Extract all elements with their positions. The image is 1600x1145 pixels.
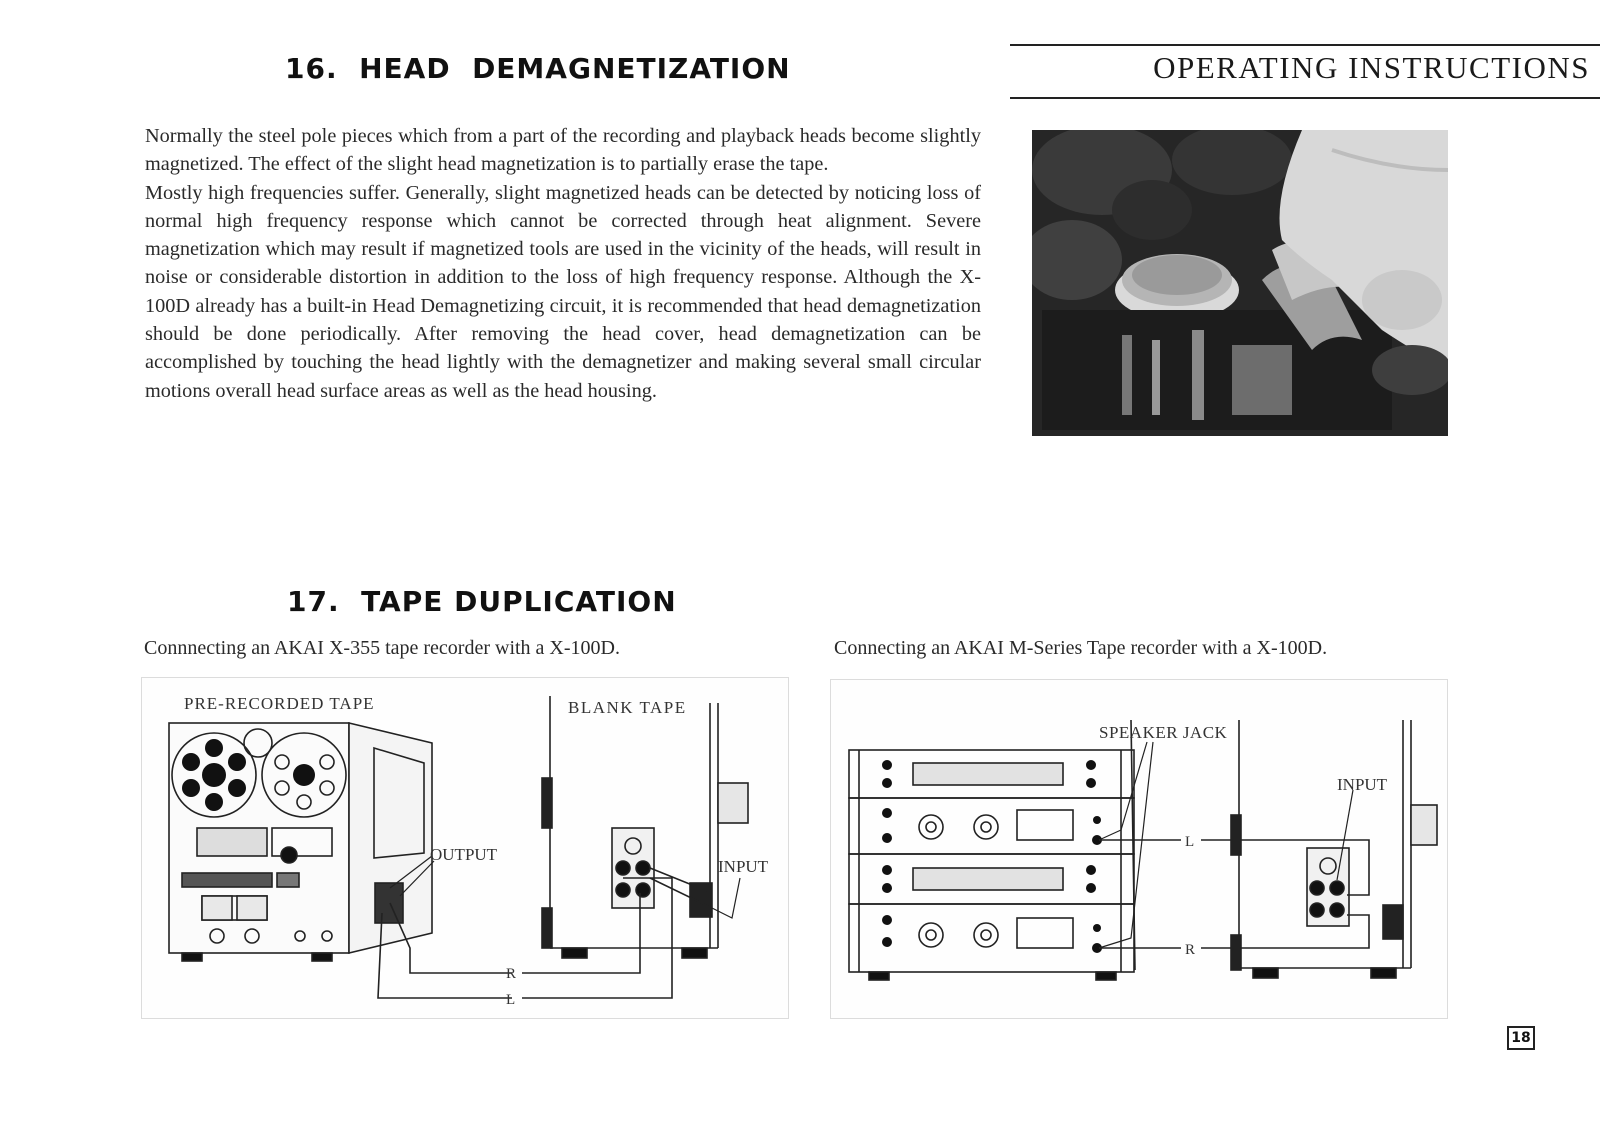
demagnetizer-photo [1032,130,1448,436]
diagram-x355-connection [141,677,789,1019]
section-17-title: 17. TAPE DUPLICATION [287,585,677,618]
diagram-m-series-connection [830,679,1448,1019]
label-l-left: L [506,992,516,1008]
label-pre-recorded-tape: PRE-RECORDED TAPE [184,694,375,713]
section-16-paragraph-2: Mostly high frequencies suffer. Generally, slight magnetized heads can be detected by noticing loss of normal high frequency response which cannot be corrected through heat alignment. Severe magnetization which may result if magnetized tools are used in the vicinity of the heads, will result in noise or considerable distortion in addition to the loss of high frequency response. Although the X-100D already has a built-in Head Demagnetizing circuit, it is recommended that head demagnetization should be done periodically. After removing the head cover, head demagnetization can be accomplished by touching the head lightly with the demagnetizer and making several small circular motions overall head surface areas as well as the head housing. [145,181,981,402]
page-number: 18 [1507,1026,1535,1050]
label-r-right: R [1185,942,1196,958]
section-16-body [145,122,981,405]
label-blank-tape: BLANK TAPE [568,698,687,717]
label-output: OUTPUT [430,845,498,864]
label-speaker-jack: SPEAKER JACK [1099,723,1228,742]
section-16-title: 16. HEAD DEMAGNETIZATION [285,52,791,85]
label-input-right: INPUT [1337,775,1388,794]
label-l-right: L [1185,834,1195,850]
caption-right: Connecting an AKAI M-Series Tape recorder with a X-100D. [834,637,1328,659]
header-rule-bottom [1010,97,1600,99]
label-r-left: R [506,966,517,982]
caption-left: Connnecting an AKAI X-355 tape recorder with a X-100D. [144,637,620,659]
label-input-left: INPUT [718,857,769,876]
section-16-paragraph-1: Normally the steel pole pieces which from a part of the recording and playback heads become slightly magnetized. The effect of the slight head magnetization is to partially erase the tape. [145,125,981,176]
header-rule-top [1010,44,1600,46]
header-title: OPERATING INSTRUCTIONS [1153,50,1590,85]
